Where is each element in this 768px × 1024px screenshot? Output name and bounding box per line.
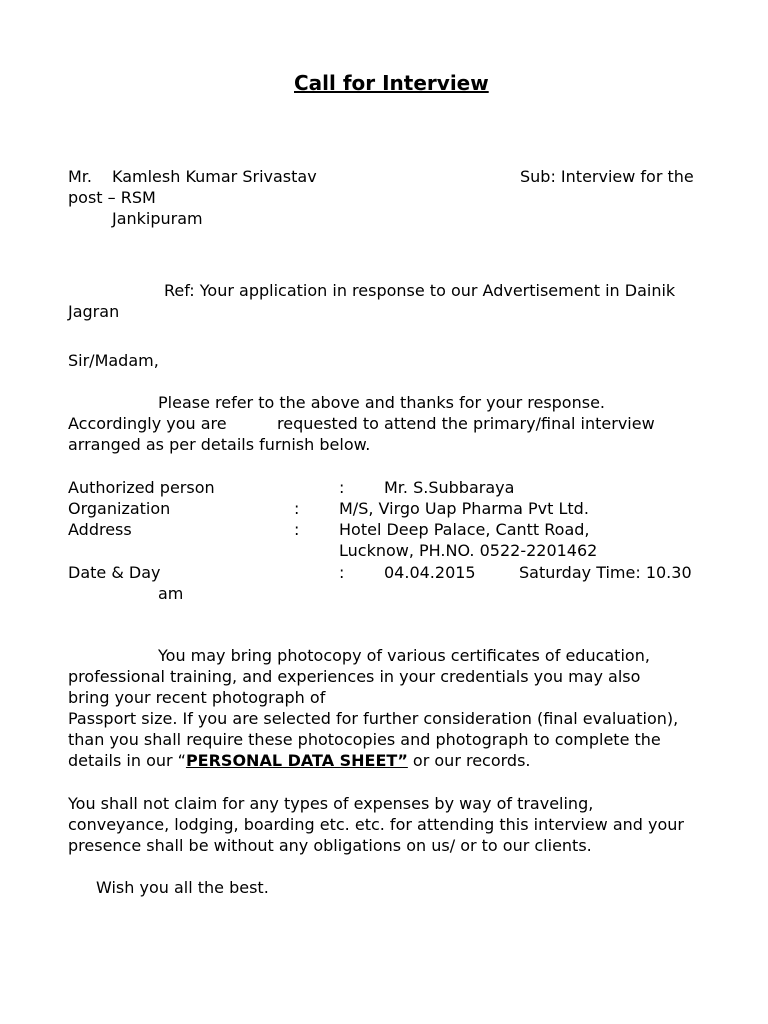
addressee-location: Jankipuram bbox=[112, 209, 203, 228]
subject-line-2: post – RSM bbox=[68, 188, 156, 207]
subject-line-1: Sub: Interview for the bbox=[520, 167, 694, 186]
address-colon: : bbox=[294, 520, 300, 539]
date-colon: : bbox=[339, 563, 345, 582]
para2-line-6b: or our records. bbox=[407, 751, 531, 770]
greeting: Sir/Madam, bbox=[68, 351, 159, 370]
ref-line-1: Ref: Your application in response to our Advertisement in Dainik bbox=[164, 281, 676, 300]
para2-line-6 bbox=[68, 750, 531, 771]
address-value-1: Hotel Deep Palace, Cantt Road, bbox=[339, 520, 590, 539]
para2-line-1: You may bring photocopy of various certificates of education, bbox=[158, 646, 650, 665]
para1-line-1: Please refer to the above and thanks for your response. bbox=[158, 393, 605, 412]
page-title: Call for Interview bbox=[294, 71, 489, 95]
date-label: Date & Day bbox=[68, 563, 161, 582]
para3-line-2: conveyance, lodging, boarding etc. etc. for attending this interview and your bbox=[68, 815, 684, 834]
addressee-name: Kamlesh Kumar Srivastav bbox=[112, 167, 317, 186]
day-time-value: Saturday Time: 10.30 bbox=[519, 563, 692, 582]
para1-line-2b: requested to attend the primary/final interview bbox=[277, 414, 655, 433]
quote-open: “ bbox=[177, 751, 186, 770]
para2-line-5: than you shall require these photocopies and photograph to complete the bbox=[68, 730, 661, 749]
address-value-2: Lucknow, PH.NO. 0522-2201462 bbox=[339, 541, 598, 560]
authorized-label: Authorized person bbox=[68, 478, 215, 497]
para1-line-3: arranged as per details furnish below. bbox=[68, 435, 371, 454]
para2-line-3: bring your recent photograph of bbox=[68, 688, 326, 707]
authorized-value: Mr. S.Subbaraya bbox=[384, 478, 515, 497]
para3-line-3: presence shall be without any obligations on us/ or to our clients. bbox=[68, 836, 592, 855]
authorized-colon: : bbox=[339, 478, 345, 497]
para3-line-1: You shall not claim for any types of expenses by way of traveling, bbox=[68, 794, 594, 813]
addressee-salutation: Mr. bbox=[68, 167, 92, 186]
time-suffix: am bbox=[158, 584, 184, 603]
date-value: 04.04.2015 bbox=[384, 563, 476, 582]
para2-line-4: Passport size. If you are selected for further consideration (final evaluation), bbox=[68, 709, 679, 728]
para2-line-6a: details in our bbox=[68, 751, 178, 770]
ref-line-2: Jagran bbox=[68, 302, 120, 321]
organization-value: M/S, Virgo Uap Pharma Pvt Ltd. bbox=[339, 499, 589, 518]
organization-label: Organization bbox=[68, 499, 171, 518]
organization-colon: : bbox=[294, 499, 300, 518]
closing: Wish you all the best. bbox=[96, 878, 269, 897]
para1-line-2a: Accordingly you are bbox=[68, 414, 227, 433]
address-label: Address bbox=[68, 520, 132, 539]
personal-data-sheet: PERSONAL DATA SHEET” bbox=[185, 751, 408, 770]
para2-line-2: professional training, and experiences in your credentials you may also bbox=[68, 667, 641, 686]
